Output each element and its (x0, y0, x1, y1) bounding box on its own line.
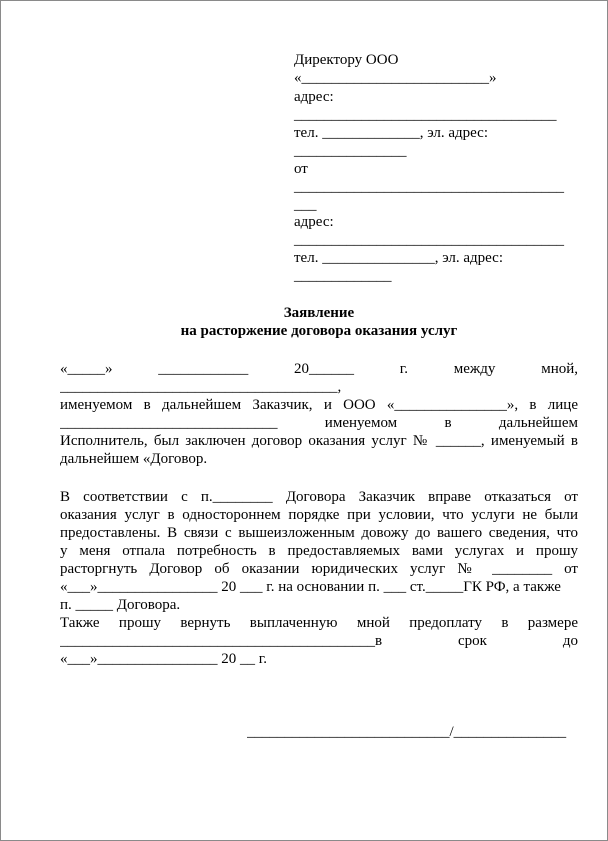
header-sender-email-blank: _____________ (294, 268, 392, 284)
para1-line: _____________________________________, (60, 379, 342, 395)
header-phone-email: тел. _____________, эл. адрес: (294, 125, 488, 141)
para2-line: __________________________________________в срок до (60, 633, 578, 649)
header-address-blank: ___________________________________ (294, 107, 557, 123)
para2-line: оказания услуг в одностороннем порядке при условии, что услуги не были (60, 507, 578, 523)
header-from-blank: ____________________________________ (294, 179, 564, 195)
para1-line: «_____» ____________ 20______ г. между мной, (60, 361, 578, 377)
para2-line: у меня отпала потребность в предоставляемых вами услугах и прошу (60, 543, 578, 559)
para2-line: расторгнуть Договор об оказании юридических услуг № ________ от (60, 561, 578, 577)
signature-line: ___________________________/_______________ (247, 724, 567, 740)
para2-line: п. _____ Договора. (60, 597, 181, 613)
para1-line: Исполнитель, был заключен договор оказания услуг № ______, именуемый в (60, 433, 578, 449)
header-sender-address-blank: ____________________________________ (294, 232, 564, 248)
para2-line: предоставлены. В связи с вышеизложенным довожу до вашего сведения, что (60, 525, 578, 541)
header-from-label: от (294, 161, 308, 177)
para2-line: «___»________________ 20 ___ г. на основании п. ___ ст._____ГК РФ, а также (60, 579, 561, 595)
header-sender-phone-email: тел. _______________, эл. адрес: (294, 250, 503, 266)
header-email-blank: _______________ (294, 143, 407, 159)
header-address-label: адрес: (294, 89, 334, 105)
para2-line: Также прошу вернуть выплаченную мной предоплату в размере (60, 615, 578, 631)
header-company-name-blank: «_________________________» (294, 70, 497, 86)
para1-line: дальнейшем «Договор. (60, 451, 208, 467)
para2-line: «___»________________ 20 __ г. (60, 651, 267, 667)
para1-line: _____________________________ именуемом в дальнейшем (60, 415, 578, 431)
document-title: Заявление (283, 305, 355, 321)
header-sender-address-label: адрес: (294, 214, 334, 230)
document-subtitle: на расторжение договора оказания услуг (180, 323, 458, 339)
header-addressee-title: Директору ООО (294, 52, 399, 68)
header-from-blank-cont: ___ (294, 197, 317, 213)
para2-line: В соответствии с п.________ Договора Заказчик вправе отказаться от (60, 489, 578, 505)
para1-line: именуемом в дальнейшем Заказчик, и ООО «_______________», в лице (60, 397, 578, 413)
